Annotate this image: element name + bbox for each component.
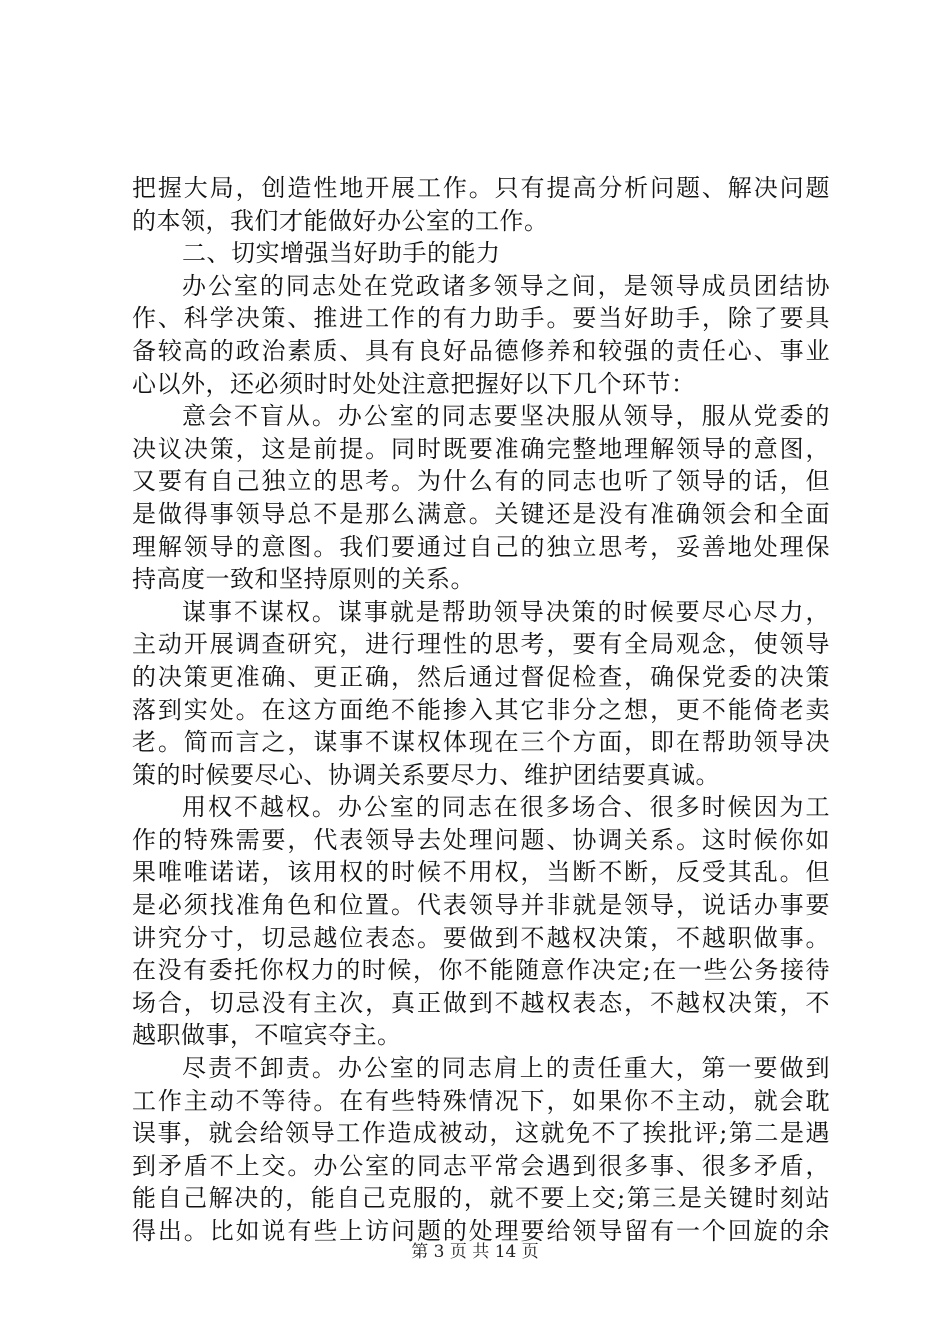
page-number-footer: 第 3 页 共 14 页 — [411, 1242, 539, 1262]
text-line: 得出。比如说有些上访问题的处理要给领导留有一个回旋的余 — [132, 1217, 830, 1245]
text-line: 在没有委托你权力的时候，你不能随意作决定;在一些公务接待 — [132, 956, 830, 985]
document-body — [132, 172, 830, 1248]
text-line: 老。简而言之，谋事不谋权体现在三个方面，即在帮助领导决 — [132, 728, 830, 757]
text-line: 二、切实增强当好助手的能力 — [182, 239, 501, 268]
text-line: 的决策更准确、更正确，然后通过督促检查，确保党委的决策 — [132, 662, 830, 691]
text-line: 能自己解决的，能自己克服的，就不要上交;第三是关键时刻站 — [132, 1184, 830, 1213]
text-line: 备较高的政治素质、具有良好品德修养和较强的责任心、事业 — [132, 336, 830, 365]
text-line: 理解领导的意图。我们要通过自己的独立思考，妥善地处理保 — [132, 532, 830, 561]
text-line: 用权不越权。办公室的同志在很多场合、很多时候因为工 — [182, 793, 830, 822]
text-line: 又要有自己独立的思考。为什么有的同志也听了领导的话，但 — [132, 467, 830, 496]
text-line: 把握大局，创造性地开展工作。只有提高分析问题、解决问题 — [132, 174, 830, 202]
text-line: 主动开展调查研究，进行理性的思考，要有全局观念，使领导 — [132, 630, 830, 659]
text-line: 作、科学决策、推进工作的有力助手。要当好助手，除了要具 — [132, 304, 830, 333]
text-line: 策的时候要尽心、协调关系要尽力、维护团结要真诚。 — [132, 760, 720, 789]
text-line: 工作主动不等待。在有些特殊情况下，如果你不主动，就会耽 — [132, 1086, 830, 1115]
text-line: 场合，切忌没有主次，真正做到不越权表态，不越权决策，不 — [132, 988, 830, 1017]
text-line: 谋事不谋权。谋事就是帮助领导决策的时候要尽心尽力， — [182, 597, 830, 626]
text-line: 落到实处。在这方面绝不能掺入其它非分之想，更不能倚老卖 — [132, 695, 830, 724]
text-line: 的本领，我们才能做好办公室的工作。 — [132, 206, 549, 235]
text-line: 决议决策，这是前提。同时既要准确完整地理解领导的意图， — [132, 434, 830, 463]
text-line: 心以外，还必须时时处处注意把握好以下几个环节： — [132, 369, 696, 398]
text-line: 是做得事领导总不是那么满意。关键还是没有准确领会和全面 — [132, 499, 830, 528]
text-line: 意会不盲从。办公室的同志要坚决服从领导，服从党委的 — [182, 402, 830, 431]
text-line: 讲究分寸，切忌越位表态。要做到不越权决策，不越职做事。 — [132, 923, 830, 952]
text-line: 是必须找准角色和位置。代表领导并非就是领导，说话办事要 — [132, 891, 830, 920]
text-line: 作的特殊需要，代表领导去处理问题、协调关系。这时候你如 — [132, 825, 830, 854]
text-line: 越职做事，不喧宾夺主。 — [132, 1021, 402, 1050]
text-line: 误事，就会给领导工作造成被动，这就免不了挨批评;第二是遇 — [132, 1119, 830, 1148]
text-line: 尽责不卸责。办公室的同志肩上的责任重大，第一要做到 — [182, 1054, 830, 1083]
text-line: 办公室的同志处在党政诸多领导之间，是领导成员团结协 — [182, 271, 830, 300]
text-line: 到矛盾不上交。办公室的同志平常会遇到很多事、很多矛盾， — [132, 1151, 830, 1180]
text-line: 果唯唯诺诺，该用权的时候不用权，当断不断，反受其乱。但 — [132, 858, 830, 887]
text-line: 持高度一致和坚持原则的关系。 — [132, 565, 475, 594]
